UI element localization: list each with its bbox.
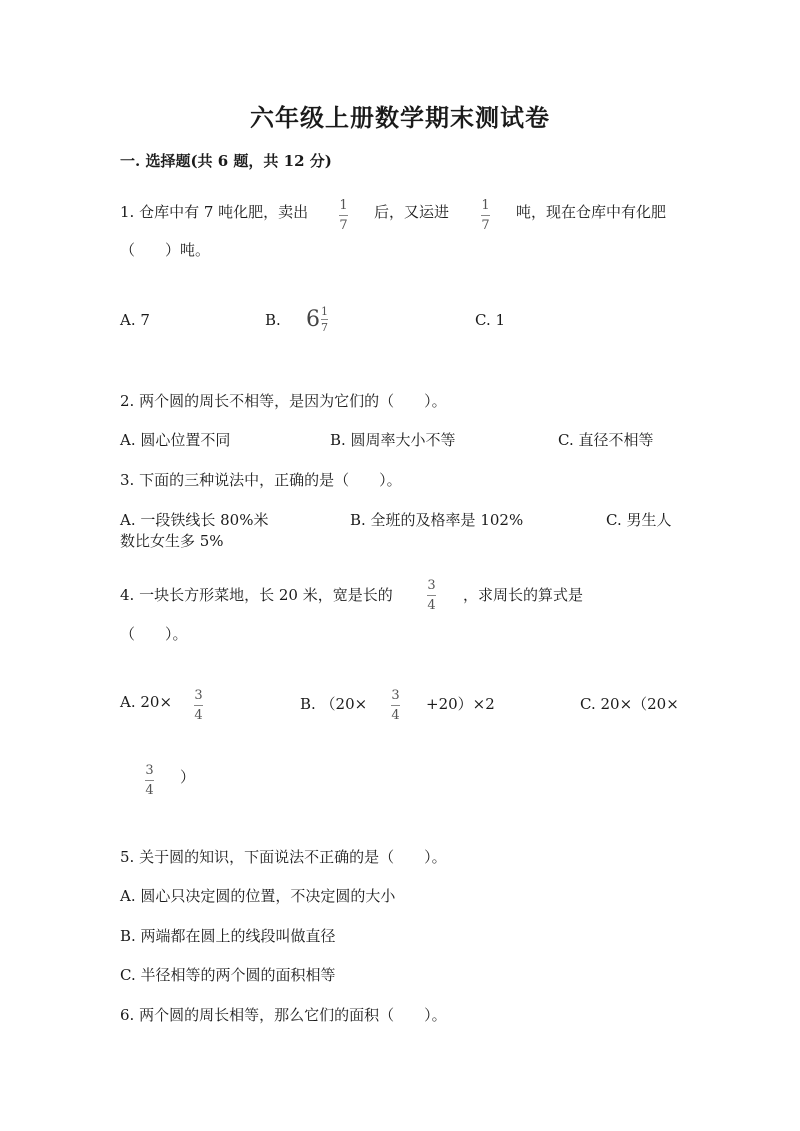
page-title: 六年级上册数学期末测试卷 [250, 103, 550, 132]
q4c-denominator: 4 [145, 783, 154, 798]
q5-option-b: B. 两端都在圆上的线段叫做直径 [120, 927, 336, 945]
q4b-numerator: 3 [391, 688, 400, 703]
fraction-bar [321, 319, 328, 320]
mixed-whole: 6 [306, 307, 320, 332]
q1-option-c: C. 1 [475, 311, 506, 329]
q5-stem: 5. 关于圆的知识，下面说法不正确的是（ ）。 [120, 848, 447, 866]
q5-option-a: A. 圆心只决定圆的位置，不决定圆的大小 [120, 887, 396, 905]
q3-option-a: A. 一段铁线长 80%米 [120, 511, 269, 529]
fraction-bar [427, 595, 436, 596]
q4a-numerator: 3 [194, 688, 203, 703]
q4-option-c-fraction [145, 764, 154, 797]
q3-option-c-continued: 数比女生多 5% [120, 532, 224, 550]
mixed-denominator: 7 [321, 321, 328, 334]
q2-option-a: A. 圆心位置不同 [120, 431, 231, 449]
q6-stem: 6. 两个圆的周长相等，那么它们的面积（ ）。 [120, 1006, 447, 1024]
fraction-bar [391, 705, 400, 706]
fraction-bar [481, 215, 490, 216]
q4-numerator: 3 [427, 578, 436, 593]
q4c-numerator: 3 [145, 763, 154, 778]
q2-stem: 2. 两个圆的周长不相等，是因为它们的（ ）。 [120, 392, 447, 410]
q4b-denominator: 4 [391, 708, 400, 723]
q4-option-c-suffix: ） [180, 768, 196, 786]
q3-option-b: B. 全班的及格率是 102% [350, 511, 524, 529]
q3-stem: 3. 下面的三种说法中，正确的是（ ）。 [120, 471, 402, 489]
q4-stem-part1: 4. 一块长方形菜地，长 20 米，宽是长的 [120, 586, 393, 604]
q4-stem-line2: （ ）。 [120, 625, 188, 643]
q1-frac2-numerator: 1 [481, 198, 490, 213]
fraction-bar [194, 705, 203, 706]
q2-option-c: C. 直径不相等 [558, 431, 654, 449]
q4-denominator: 4 [427, 598, 436, 613]
q1-frac1-numerator: 1 [339, 198, 348, 213]
q4-option-b-suffix: +20）×2 [426, 695, 495, 713]
q1-stem-line2: （ ）吨。 [120, 241, 211, 259]
q1-frac1-denominator: 7 [339, 218, 348, 233]
q1-option-b-label: B. [265, 311, 281, 329]
mixed-fraction [321, 306, 328, 333]
q1-option-b-mixed-number [306, 306, 328, 333]
q4-option-a: A. 20× [120, 693, 173, 711]
q4-stem-part2: ，求周长的算式是 [463, 586, 584, 604]
q3-option-c: C. 男生人 [606, 511, 672, 529]
q4-option-b-prefix: B. （20× [300, 695, 368, 713]
q1-stem-part1: 1. 仓库中有 7 吨化肥，卖出 [120, 203, 309, 221]
q4-option-b-fraction [391, 689, 400, 722]
q1-fraction-2 [481, 199, 490, 232]
q5-option-c: C. 半径相等的两个圆的面积相等 [120, 966, 336, 984]
q4-option-c: C. 20×（20× [580, 695, 679, 713]
q2-option-b: B. 圆周率大小不等 [330, 431, 456, 449]
q1-fraction-1 [339, 199, 348, 232]
q4a-denominator: 4 [194, 708, 203, 723]
mixed-numerator: 1 [321, 305, 328, 318]
fraction-bar [145, 780, 154, 781]
fraction-bar [339, 215, 348, 216]
section-heading: 一. 选择题(共 6 题，共 12 分) [120, 152, 332, 170]
q4-option-a-fraction [194, 689, 203, 722]
q1-option-a: A. 7 [120, 311, 150, 329]
q1-stem-part3: 吨，现在仓库中有化肥 [516, 203, 667, 221]
q1-stem-part2: 后，又运进 [374, 203, 450, 221]
q1-frac2-denominator: 7 [481, 218, 490, 233]
q4-fraction [427, 579, 436, 612]
